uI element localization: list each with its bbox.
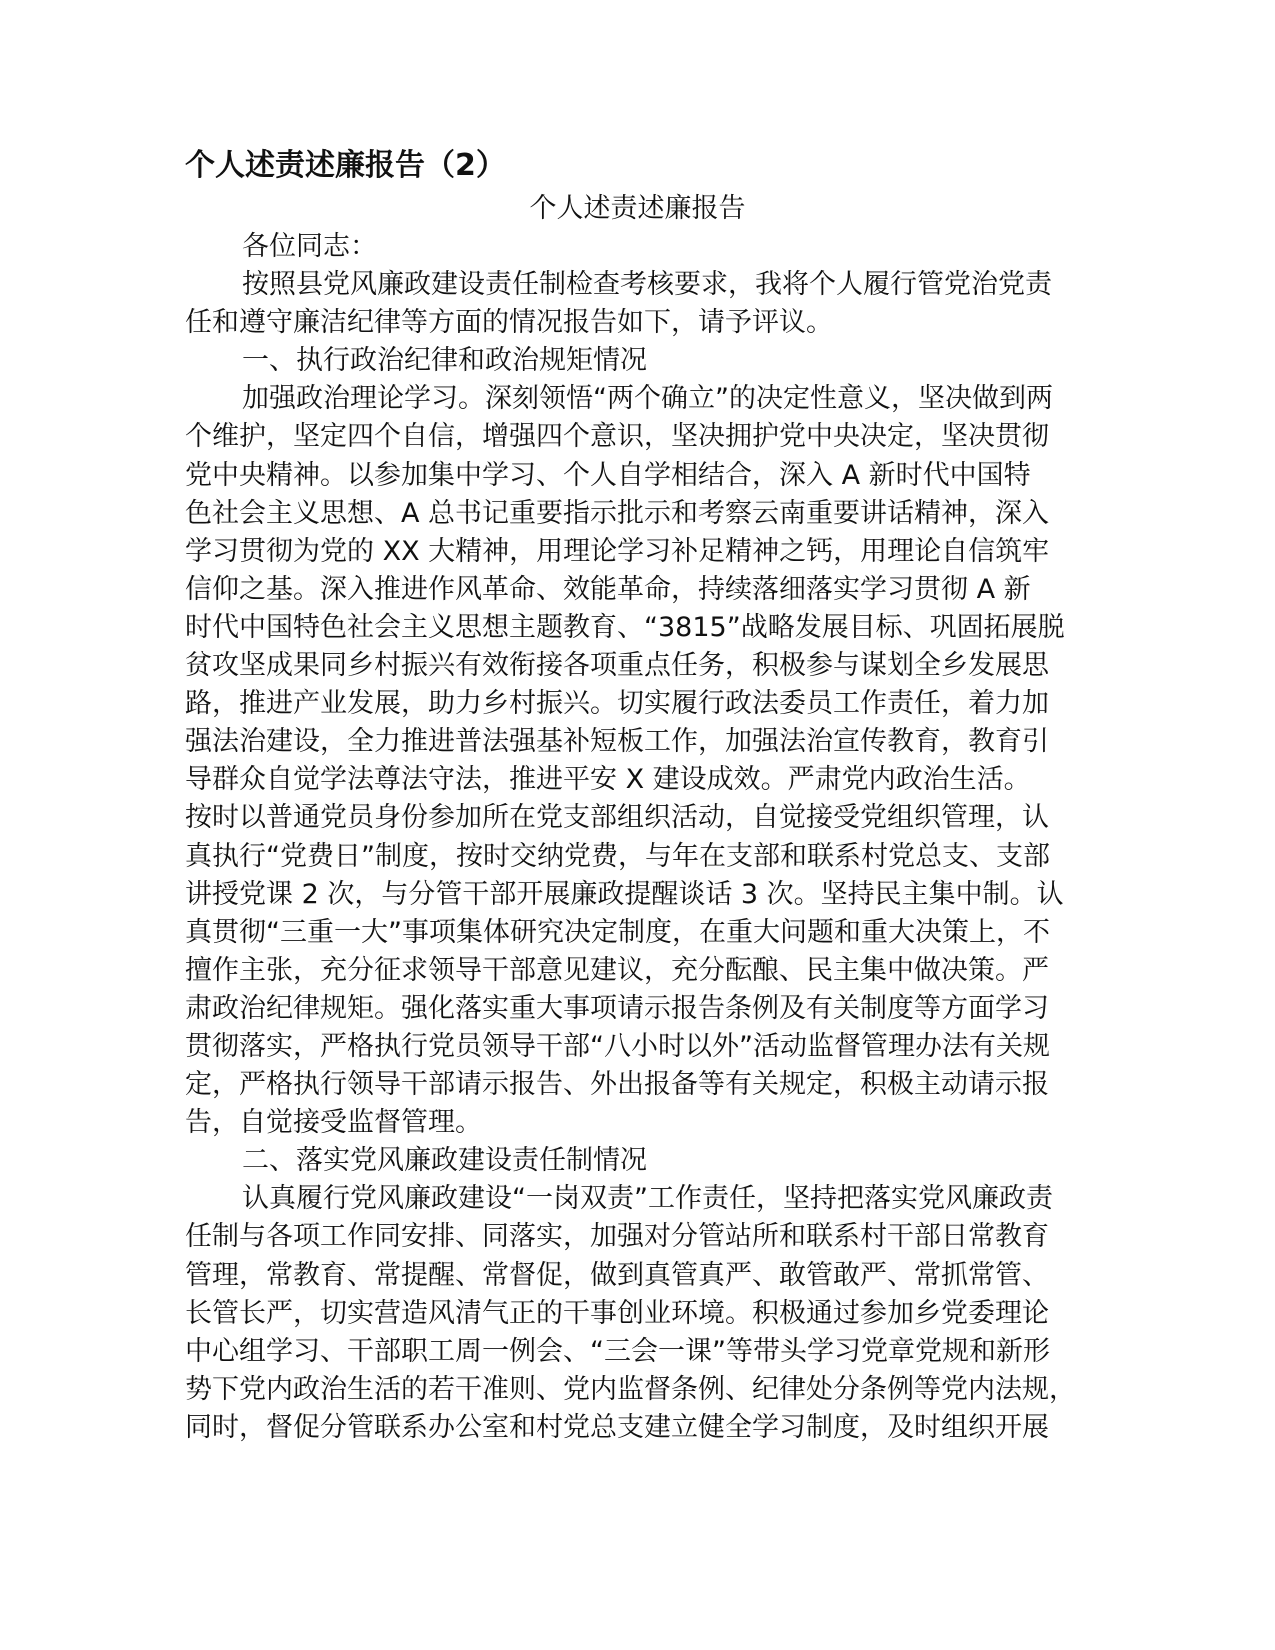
body-line: 管理，常教育、常提醒、常督促，做到真管真严、敢管敢严、常抓常管、 bbox=[185, 1259, 1049, 1291]
body-line: 按时以普通党员身份参加所在党支部组织活动，自觉接受党组织管理，认 bbox=[185, 802, 1049, 834]
body-line: 同时，督促分管联系办公室和村党总支建立健全学习制度，及时组织开展 bbox=[185, 1411, 1049, 1443]
body-line: 中心组学习、干部职工周一例会、“三会一课”等带头学习党章党规和新形 bbox=[185, 1335, 1050, 1367]
document-heading: 个人述责述廉报告（2） bbox=[185, 148, 506, 183]
body-line: 长管长严，切实营造风清气正的干事创业环境。积极通过参加乡党委理论 bbox=[185, 1297, 1049, 1329]
body-line: 色社会主义思想、A 总书记重要指示批示和考察云南重要讲话精神，深入 bbox=[185, 497, 1050, 529]
body-line: 按照县党风廉政建设责任制检查考核要求，我将个人履行管党治党责 bbox=[242, 269, 1052, 301]
body-line: 个维护，坚定四个自信，增强四个意识，坚决拥护党中央决定，坚决贯彻 bbox=[185, 421, 1049, 453]
body-line: 时代中国特色社会主义思想主题教育、“3815”战略发展目标、巩固拓展脱 bbox=[185, 611, 1065, 643]
body-line: 贫攻坚成果同乡村振兴有效衔接各项重点任务，积极参与谋划全乡发展思 bbox=[185, 650, 1049, 682]
body-line: 讲授党课 2 次，与分管干部开展廉政提醒谈话 3 次。坚持民主集中制。认 bbox=[185, 878, 1064, 910]
body-line: 路，推进产业发展，助力乡村振兴。切实履行政法委员工作责任，着力加 bbox=[185, 688, 1049, 720]
body-line: 势下党内政治生活的若干准则、党内监督条例、纪律处分条例等党内法规， bbox=[185, 1373, 1076, 1405]
body-line: 导群众自觉学法尊法守法，推进平安 X 建设成效。严肃党内政治生活。 bbox=[185, 764, 1031, 796]
body-line: 肃政治纪律规矩。强化落实重大事项请示报告条例及有关制度等方面学习 bbox=[185, 992, 1049, 1024]
body-line: 各位同志： bbox=[242, 231, 377, 262]
body-line: 信仰之基。深入推进作风革命、效能革命，持续落细落实学习贯彻 A 新 bbox=[185, 573, 1031, 605]
body-line: 贯彻落实，严格执行党员领导干部“八小时以外”活动监督管理办法有关规 bbox=[185, 1030, 1050, 1062]
body-line: 告，自觉接受监督管理。 bbox=[185, 1107, 482, 1139]
body-line: 一、执行政治纪律和政治规矩情况 bbox=[242, 345, 647, 377]
body-line: 强法治建设，全力推进普法强基补短板工作，加强法治宣传教育，教育引 bbox=[185, 726, 1049, 758]
body-line: 二、落实党风廉政建设责任制情况 bbox=[242, 1145, 647, 1177]
body-line: 真执行“党费日”制度，按时交纳党费，与年在支部和联系村党总支、支部 bbox=[185, 840, 1050, 872]
body-line: 加强政治理论学习。深刻领悟“两个确立”的决定性意义，坚决做到两 bbox=[242, 383, 1053, 415]
document-body bbox=[185, 228, 1085, 1447]
body-line: 学习贯彻为党的 XX 大精神，用理论学习补足精神之钙，用理论自信筑牢 bbox=[185, 535, 1050, 567]
body-line: 定，严格执行领导干部请示报告、外出报备等有关规定，积极主动请示报 bbox=[185, 1069, 1049, 1101]
body-line: 任和遵守廉洁纪律等方面的情况报告如下，请予评议。 bbox=[185, 307, 833, 339]
body-line: 任制与各项工作同安排、同落实，加强对分管站所和联系村干部日常教育 bbox=[185, 1221, 1049, 1253]
body-line: 真贯彻“三重一大”事项集体研究决定制度，在重大问题和重大决策上，不 bbox=[185, 916, 1050, 948]
body-line: 认真履行党风廉政建设“一岗双责”工作责任，坚持把落实党风廉政责 bbox=[242, 1183, 1053, 1215]
document-title: 个人述责述廉报告 bbox=[529, 193, 746, 224]
body-line: 擅作主张，充分征求领导干部意见建议，充分酝酿、民主集中做决策。严 bbox=[185, 954, 1049, 986]
body-line: 党中央精神。以参加集中学习、个人自学相结合，深入 A 新时代中国特 bbox=[185, 459, 1031, 491]
